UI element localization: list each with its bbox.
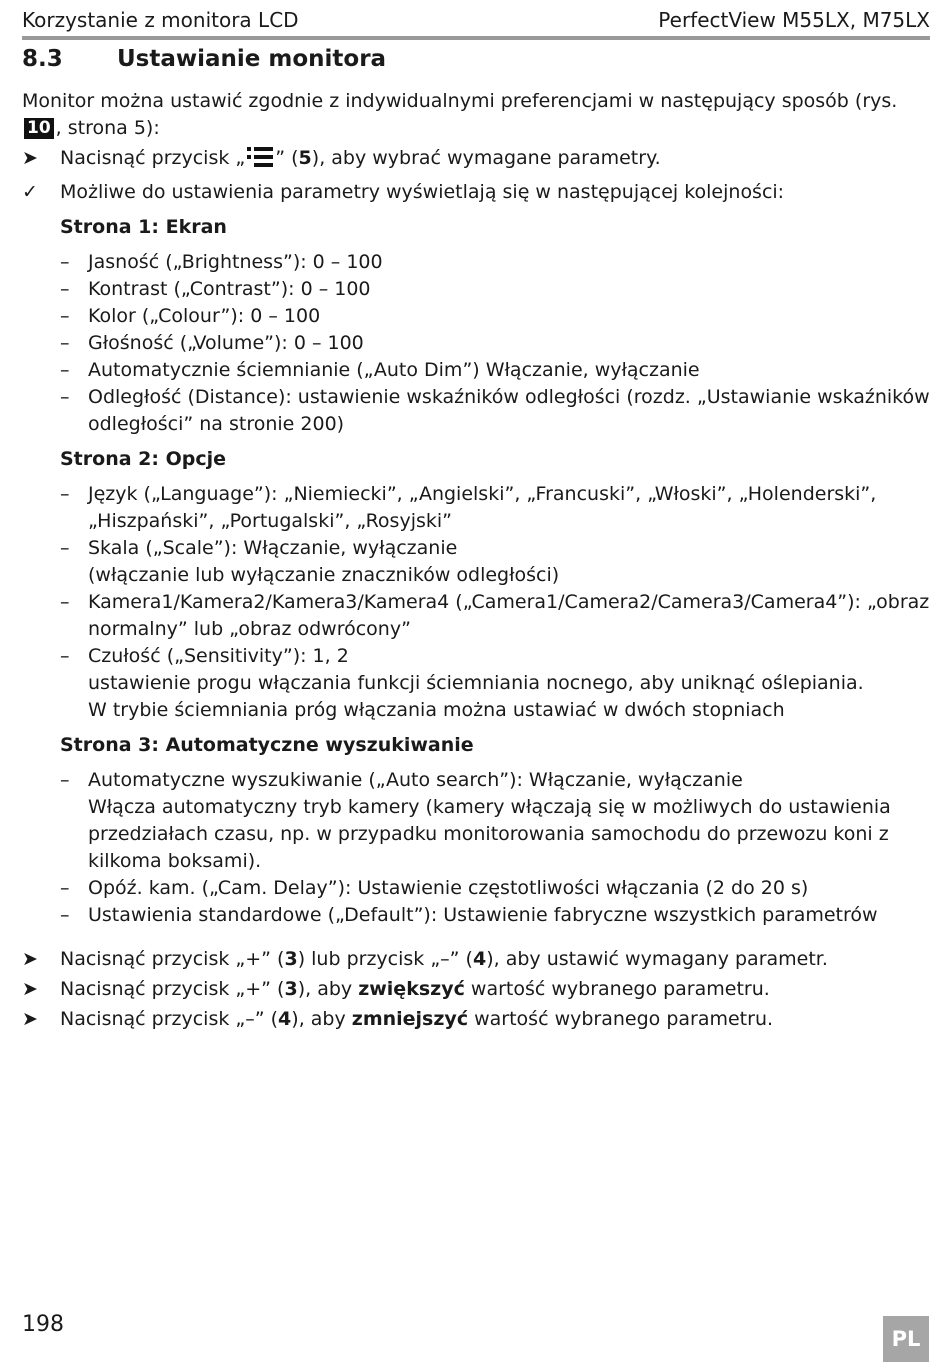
dash-bullet: – <box>60 904 70 926</box>
header-chapter-title: Korzystanie z monitora LCD <box>22 8 299 32</box>
dash-bullet: – <box>60 483 70 505</box>
section-title: Ustawianie monitora <box>117 46 387 72</box>
dash-bullet: – <box>60 591 70 613</box>
arrow-bullet-icon: ➤ <box>22 1008 38 1030</box>
dash-bullet: – <box>60 769 70 791</box>
dash-bullet: – <box>60 537 70 559</box>
language-badge: PL <box>883 1316 929 1362</box>
list-item: – Kontrast („Contrast”): 0 – 100 <box>60 276 932 303</box>
running-header <box>22 6 930 34</box>
arrow-bullet-icon: ➤ <box>22 948 38 970</box>
result-line: ✓ Możliwe do ustawienia parametry wyświetlają się w następującej kolejności: <box>22 179 932 206</box>
figure-reference-badge: 10 <box>24 118 54 139</box>
list-item: – Kamera1/Kamera2/Kamera3/Kamera4 („Camera1/Camera2/Camera3/Camera4”): „obraz normalny” lub „obraz odwrócony” <box>60 591 930 640</box>
section-number: 8.3 <box>22 46 63 72</box>
instruction-step: ➤ Nacisnąć przycisk „ ” (5), aby wybrać wymagane parametry. <box>22 145 932 176</box>
list-item: – Odległość (Distance): ustawienie wskaźników odległości (rozdz. „Ustawianie wskaźników odległości” na stronie 200) <box>60 386 930 435</box>
dash-bullet: – <box>60 386 70 408</box>
header-product-name: PerfectView M55LX, M75LX <box>658 8 930 32</box>
dash-bullet: – <box>60 332 70 354</box>
list-item: – Opóź. kam. („Cam. Delay”): Ustawienie częstotliwości włączania (2 do 20 s) <box>60 875 932 902</box>
page1-list <box>60 249 932 438</box>
dash-bullet: – <box>60 251 70 273</box>
dash-bullet: – <box>60 877 70 899</box>
instruction-step: ➤ Nacisnąć przycisk „+” (3), aby zwiększyć wartość wybranego parametru. <box>22 976 932 1003</box>
list-item: – Język („Language”): „Niemiecki”, „Angielski”, „Francuski”, „Włoski”, „Holenderski”, „Hiszpański”, „Portugalski”, „Rosyjski” <box>60 483 877 532</box>
list-item: – Automatycznie ściemnianie („Auto Dim”) Włączanie, wyłączanie <box>60 357 932 384</box>
dash-bullet: – <box>60 645 70 667</box>
instruction-step: ➤ Nacisnąć przycisk „–” (4), aby zmniejszyć wartość wybranego parametru. <box>22 1006 932 1033</box>
dash-bullet: – <box>60 278 70 300</box>
parameter-groups <box>22 214 932 929</box>
list-item: – Jasność („Brightness”): 0 – 100 <box>60 249 932 276</box>
header-divider <box>22 36 930 40</box>
menu-button-icon <box>247 146 273 176</box>
list-item: – Ustawienia standardowe („Default”): Ustawienie fabryczne wszystkich parametrów <box>60 902 932 929</box>
page1-heading: Strona 1: Ekran <box>60 216 227 238</box>
dash-bullet: – <box>60 359 70 381</box>
arrow-bullet-icon: ➤ <box>22 978 38 1000</box>
page-body <box>22 88 932 1036</box>
list-item: – Czułość („Sensitivity”): 1, 2 ustawienie progu włączania funkcji ściemniania nocnego, aby uniknąć oślepiania. W trybie ściemniania próg włączania można ustawiać w dwóch stopniach <box>60 645 864 721</box>
page3-list <box>60 767 932 929</box>
dash-bullet: – <box>60 305 70 327</box>
page3-heading: Strona 3: Automatyczne wyszukiwanie <box>60 734 474 756</box>
page2-heading: Strona 2: Opcje <box>60 448 226 470</box>
page2-list <box>60 481 932 724</box>
adjustment-steps <box>22 946 932 1033</box>
instruction-step: ➤ Nacisnąć przycisk „+” (3) lub przycisk „–” (4), aby ustawić wymagany parametr. <box>22 946 932 973</box>
list-item: – Skala („Scale”): Włączanie, wyłączanie (włączanie lub wyłączanie znaczników odległości) <box>60 537 560 586</box>
intro-paragraph: Monitor można ustawić zgodnie z indywidualnymi preferencjami w następujący sposób (rys. 10 , strona 5): <box>22 90 898 139</box>
list-item: – Kolor („Colour”): 0 – 100 <box>60 303 932 330</box>
page-number: 198 <box>22 1312 64 1337</box>
list-item: – Głośność („Volume”): 0 – 100 <box>60 330 932 357</box>
section-heading <box>22 42 386 76</box>
checkmark-icon: ✓ <box>22 181 38 203</box>
arrow-bullet-icon: ➤ <box>22 147 38 169</box>
list-item: – Automatyczne wyszukiwanie („Auto search”): Włączanie, wyłączanie Włącza automatyczny tryb kamery (kamery włączają się w możliwych do ustawienia przedziałach czasu, np. w przypadku monitorowania samochodu do przewozu koni z kilkoma boksami). <box>60 769 891 872</box>
